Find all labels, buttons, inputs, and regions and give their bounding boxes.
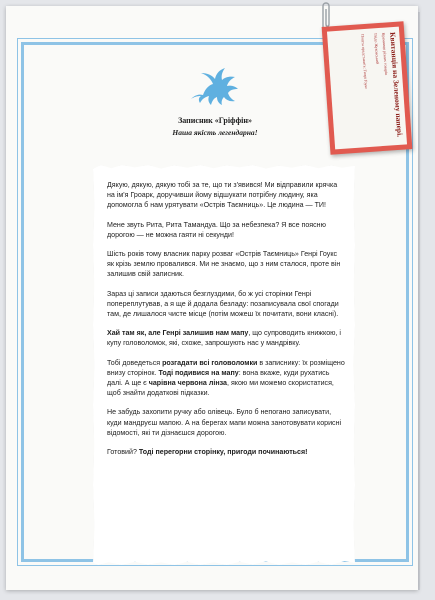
paragraph: Шість років тому власник парку розваг «Острів Таємниць» Генрі Гоукс як крізь землю провалився. Ми не знаємо, що з ним сталося, проте він залишив свій записник. xyxy=(107,250,341,279)
bold-text: Тоді перегорни сторінку, пригоди починаються! xyxy=(138,448,308,457)
receipt-line: Гвідо Жуковський xyxy=(373,33,381,65)
receipt-card xyxy=(327,27,407,150)
bold-text: Хай там як, але Генрі залишив нам мапу xyxy=(107,329,249,338)
bold-text: розгадати всі головоломки xyxy=(162,358,258,367)
receipt-line: Крамниця різних товарів xyxy=(381,32,390,76)
paragraph-text: Готовий? xyxy=(107,448,139,457)
paragraph-text: в записнику: їх розміщено внизу сторінок. xyxy=(107,358,345,377)
paragraph-text: , якою ми можемо скористатися, щоб знайти додаткові підказки. xyxy=(107,379,334,398)
paragraph-text: Тобі доведеться xyxy=(107,358,163,367)
receipt-text xyxy=(329,32,404,144)
paragraph: Не забудь захопити ручку або олівець. Було б непогано записувати, куди мандруєш мапою. А на берегах мапи можна занотовувати корисні відомості, які ти дізнаєшся дорогою. xyxy=(107,408,342,437)
bold-text: Тоді подивися на мапу xyxy=(158,368,239,377)
griffin-logo-icon xyxy=(185,65,245,110)
paragraph: Дякую, дякую, дякую тобі за те, що ти з'явився! Ми відправили крячка на ім'я Гроарк, доручивши йому відшукати потрібну людину, яка допомогла б нам урятувати «Острів Таємниць». Це людина — ТИ! xyxy=(107,181,338,210)
paragraph xyxy=(107,328,345,348)
paragraph: Зараз ці записи здаються безглуздими, бо ж усі сторінки Генрі попереплутував, а я ще й додала безладу: позаписувала свої спогади там, де лишалося чисте місце (потім можеш їх почитати, вони класні). xyxy=(107,289,339,319)
bold-text: чарівна червона лінза xyxy=(148,379,227,388)
receipt-title: Квитанція на Зеленому папері. xyxy=(388,31,405,138)
receipt-tag xyxy=(322,21,413,154)
paragraph: Мене звуть Рита, Рита Тамандуа. Що за небезпека? Я все поясню дорогою — не можна гаяти ні секунди! xyxy=(107,220,326,239)
brand-motto: Наша якість легендарна! xyxy=(172,128,258,137)
paragraph xyxy=(107,358,345,399)
brand-name: Записник «Гріффін» xyxy=(178,116,252,125)
receipt-sub: Пошта представить: Генрі Гоукс xyxy=(360,33,370,90)
paragraph-text: : вона вкаже, куди рухатись далі. А ще є xyxy=(107,368,330,388)
letter-body xyxy=(107,180,345,466)
paragraph xyxy=(107,447,345,457)
paragraph-text: , що супроводить книжкою, і купу головоломок, які, схоже, запрошують нас у мандрівку. xyxy=(107,329,341,348)
